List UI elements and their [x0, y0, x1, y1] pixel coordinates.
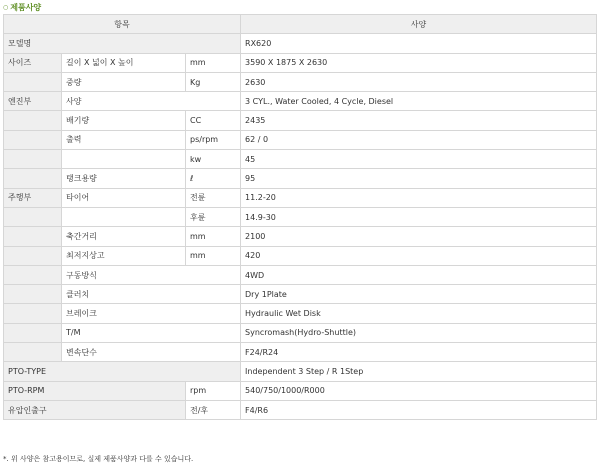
category-cell	[4, 207, 62, 226]
item-cell: 사양	[62, 92, 241, 111]
unit-cell: 전륜	[186, 188, 241, 207]
table-row	[4, 362, 597, 381]
unit-cell: mm	[186, 227, 241, 246]
item-cell: 탱크용량	[62, 169, 186, 188]
item-cell: 배기량	[62, 111, 186, 130]
category-cell	[4, 150, 62, 169]
spec-value: RX620	[241, 34, 597, 53]
category-cell	[4, 169, 62, 188]
spec-value: 2630	[241, 72, 597, 91]
item-cell: 출력	[62, 130, 186, 149]
item-cell	[62, 207, 186, 226]
table-row	[4, 92, 597, 111]
unit-cell: kw	[186, 150, 241, 169]
item-cell: 클러치	[62, 285, 241, 304]
spec-value: Hydraulic Wet Disk	[241, 304, 597, 323]
unit-cell: mm	[186, 53, 241, 72]
category-cell: 사이즈	[4, 53, 62, 72]
section-title-text: 제품사양	[10, 3, 42, 12]
row-label: PTO-RPM	[4, 381, 186, 400]
table-row	[4, 207, 597, 226]
table-row	[4, 53, 597, 72]
item-cell: 타이어	[62, 188, 186, 207]
category-cell	[4, 227, 62, 246]
spec-value: 2100	[241, 227, 597, 246]
category-cell	[4, 343, 62, 362]
table-row	[4, 72, 597, 91]
item-cell: 브레이크	[62, 304, 241, 323]
item-cell: 길이 X 넓이 X 높이	[62, 53, 186, 72]
section-title	[3, 3, 41, 12]
spec-value: 14.9-30	[241, 207, 597, 226]
table-header-row	[4, 15, 597, 34]
spec-value: 4WD	[241, 265, 597, 284]
item-cell: 구동방식	[62, 265, 241, 284]
unit-cell: ℓ	[186, 169, 241, 188]
circle-bullet-icon: ○	[3, 4, 9, 11]
header-spec: 사양	[241, 15, 597, 34]
unit-cell: rpm	[186, 381, 241, 400]
table-row	[4, 323, 597, 342]
category-cell	[4, 285, 62, 304]
table-row	[4, 34, 597, 53]
item-cell: 중량	[62, 72, 186, 91]
unit-cell: 전/후	[186, 400, 241, 419]
table-row	[4, 188, 597, 207]
spec-value: Independent 3 Step / R 1Step	[241, 362, 597, 381]
spec-value: F4/R6	[241, 400, 597, 419]
table-row	[4, 381, 597, 400]
category-cell	[4, 304, 62, 323]
table-row	[4, 150, 597, 169]
table-row	[4, 400, 597, 419]
category-cell: 엔진부	[4, 92, 62, 111]
table-row	[4, 285, 597, 304]
spec-value: 420	[241, 246, 597, 265]
unit-cell: Kg	[186, 72, 241, 91]
unit-cell: ps/rpm	[186, 130, 241, 149]
unit-cell: mm	[186, 246, 241, 265]
item-cell: 축간거리	[62, 227, 186, 246]
category-cell	[4, 246, 62, 265]
item-cell: T/M	[62, 323, 241, 342]
table-row	[4, 265, 597, 284]
table-row	[4, 227, 597, 246]
disclaimer-note: *. 위 사양은 참고용이므로, 실제 제품사양과 다를 수 있습니다.	[3, 455, 194, 463]
row-label: 유압인출구	[4, 400, 186, 419]
category-cell	[4, 130, 62, 149]
spec-value: 3590 X 1875 X 2630	[241, 53, 597, 72]
row-label: PTO-TYPE	[4, 362, 241, 381]
header-item: 항목	[4, 15, 241, 34]
category-cell: 주행부	[4, 188, 62, 207]
spec-value: 3 CYL., Water Cooled, 4 Cycle, Diesel	[241, 92, 597, 111]
item-cell: 변속단수	[62, 343, 241, 362]
category-cell	[4, 265, 62, 284]
category-cell	[4, 72, 62, 91]
spec-value: Dry 1Plate	[241, 285, 597, 304]
spec-value: Syncromash(Hydro-Shuttle)	[241, 323, 597, 342]
table-row	[4, 304, 597, 323]
row-label: 모델명	[4, 34, 241, 53]
spec-value: F24/R24	[241, 343, 597, 362]
spec-table	[3, 14, 597, 420]
spec-value: 540/750/1000/R000	[241, 381, 597, 400]
table-row	[4, 343, 597, 362]
spec-value: 95	[241, 169, 597, 188]
unit-cell: 후륜	[186, 207, 241, 226]
spec-value: 11.2-20	[241, 188, 597, 207]
spec-value: 62 / 0	[241, 130, 597, 149]
item-cell: 최저지상고	[62, 246, 186, 265]
table-row	[4, 130, 597, 149]
category-cell	[4, 111, 62, 130]
spec-value: 2435	[241, 111, 597, 130]
unit-cell: CC	[186, 111, 241, 130]
spec-value: 45	[241, 150, 597, 169]
table-row	[4, 169, 597, 188]
table-row	[4, 111, 597, 130]
category-cell	[4, 323, 62, 342]
item-cell	[62, 150, 186, 169]
table-row	[4, 246, 597, 265]
